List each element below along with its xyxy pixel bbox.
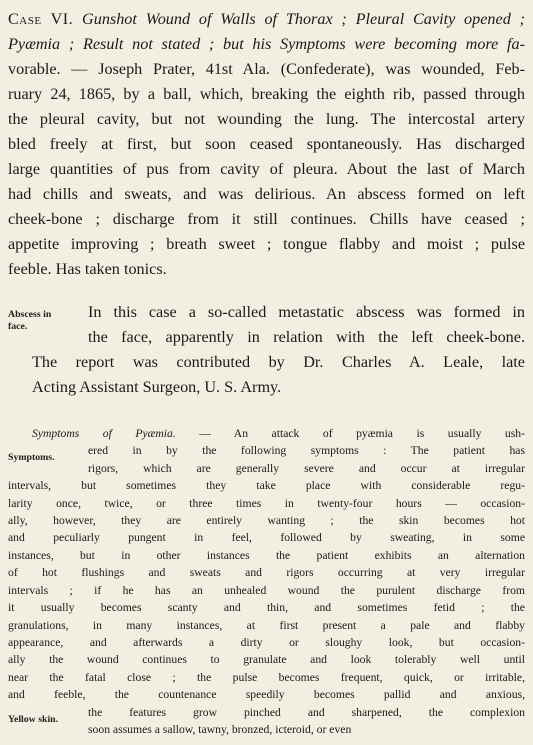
- abscess-line-2: the face, apparently in relation with the left cheek-bone.: [88, 328, 525, 346]
- symptoms-line-4: intervals, but sometimes they take place with considerable regu-: [8, 479, 525, 493]
- symptoms-line-5: larity once, twice, or three times in twenty-four hours — occasion-: [8, 496, 525, 510]
- symptoms-first-line: [32, 425, 525, 442]
- case-line-9: appetite improving ; breath sweet ; tongue flabby and moist ; pulse: [8, 235, 525, 253]
- symptoms-line-10: intervals ; if he has an unhealed wound the purulent discharge from: [8, 583, 525, 597]
- case-heading: Case VI.: [8, 10, 74, 28]
- abscess-line-1: In this case a so-called metastatic abscess was formed in: [88, 303, 525, 321]
- symptoms-line-17: the features grow pinched and sharpened, the complexion: [88, 705, 525, 719]
- symptoms-line-14: ally the wound continues to granulate and look tolerably well until: [8, 653, 525, 667]
- case-line-1: Pyæmia ; Result not stated ; but his Symptoms were becoming more fa-: [8, 35, 525, 53]
- symptoms-line-15: near the fatal close ; the pulse becomes frequent, quick, or irritable,: [8, 670, 525, 684]
- symptoms-line-12: granulations, in many instances, at first present a pale and flabby: [8, 618, 525, 632]
- abscess-line-4: Acting Assistant Surgeon, U. S. Army.: [32, 378, 282, 396]
- case-line-4: the pleural cavity, but not wounding the lung. The intercostal artery: [8, 110, 525, 128]
- margin-note-abscess-face: face.: [8, 321, 28, 332]
- symptoms-line-11: it usually becomes scanty and thin, and sometimes fetid ; the: [8, 601, 525, 615]
- case-line-10: feeble. Has taken tonics.: [8, 260, 167, 278]
- symptoms-line-18: soon assumes a sallow, tawny, bronzed, icteroid, or even: [88, 723, 352, 736]
- symptoms-line-8: instances, but in other instances the patient exhibits an alternation: [8, 548, 525, 562]
- case-line-2: vorable. — Joseph Prater, 41st Ala. (Confederate), was wounded, Feb-: [8, 60, 525, 78]
- margin-note-yellow-skin: Yellow skin.: [8, 714, 59, 726]
- case-line-8: cheek-bone ; discharge from it still continues. Chills have ceased ;: [8, 210, 525, 228]
- symptoms-line-1: — An attack of pyæmia is usually ush-: [199, 427, 525, 440]
- case-line-7: had chills and sweats, and was delirious. An abscess formed on left: [8, 185, 525, 203]
- case-line-3: ruary 24, 1865, by a ball, which, breaking the eighth rib, passed through: [8, 85, 525, 103]
- symptoms-line-3: rigors, which are generally severe and occur at irregular: [88, 461, 525, 475]
- symptoms-line-13: appearance, and afterwards a dirty or sloughy look, but occasion-: [8, 635, 525, 649]
- case-title: Gunshot Wound of Walls of Thorax ; Pleural Cavity opened ;: [82, 10, 525, 28]
- symptoms-line-7: and peculiarly pungent in feel, followed by sweating, in some: [8, 531, 525, 545]
- margin-note-abscess: Abscess in: [8, 309, 52, 320]
- case-heading-line: [8, 7, 525, 32]
- symptoms-line-2: ered in by the following symptoms : The patient has: [88, 444, 525, 458]
- symptoms-line-16: and feeble, the countenance speedily becomes pallid and anxious,: [8, 688, 525, 702]
- symptoms-line-9: of hot flushings and sweats and rigors occurring at very irregular: [8, 566, 525, 580]
- margin-note-symptoms: Symptoms.: [8, 452, 55, 464]
- symptoms-heading: Symptoms of Pyæmia.: [32, 427, 176, 440]
- symptoms-line-6: ally, however, they are entirely wanting ; the skin becomes hot: [8, 514, 525, 528]
- case-line-5: bled freely at first, but soon ceased spontaneously. Has discharged: [8, 135, 525, 153]
- abscess-line-3: The report was contributed by Dr. Charles A. Leale, late: [32, 353, 525, 371]
- case-line-6: large quantities of pus from cavity of pleura. About the last of March: [8, 160, 525, 178]
